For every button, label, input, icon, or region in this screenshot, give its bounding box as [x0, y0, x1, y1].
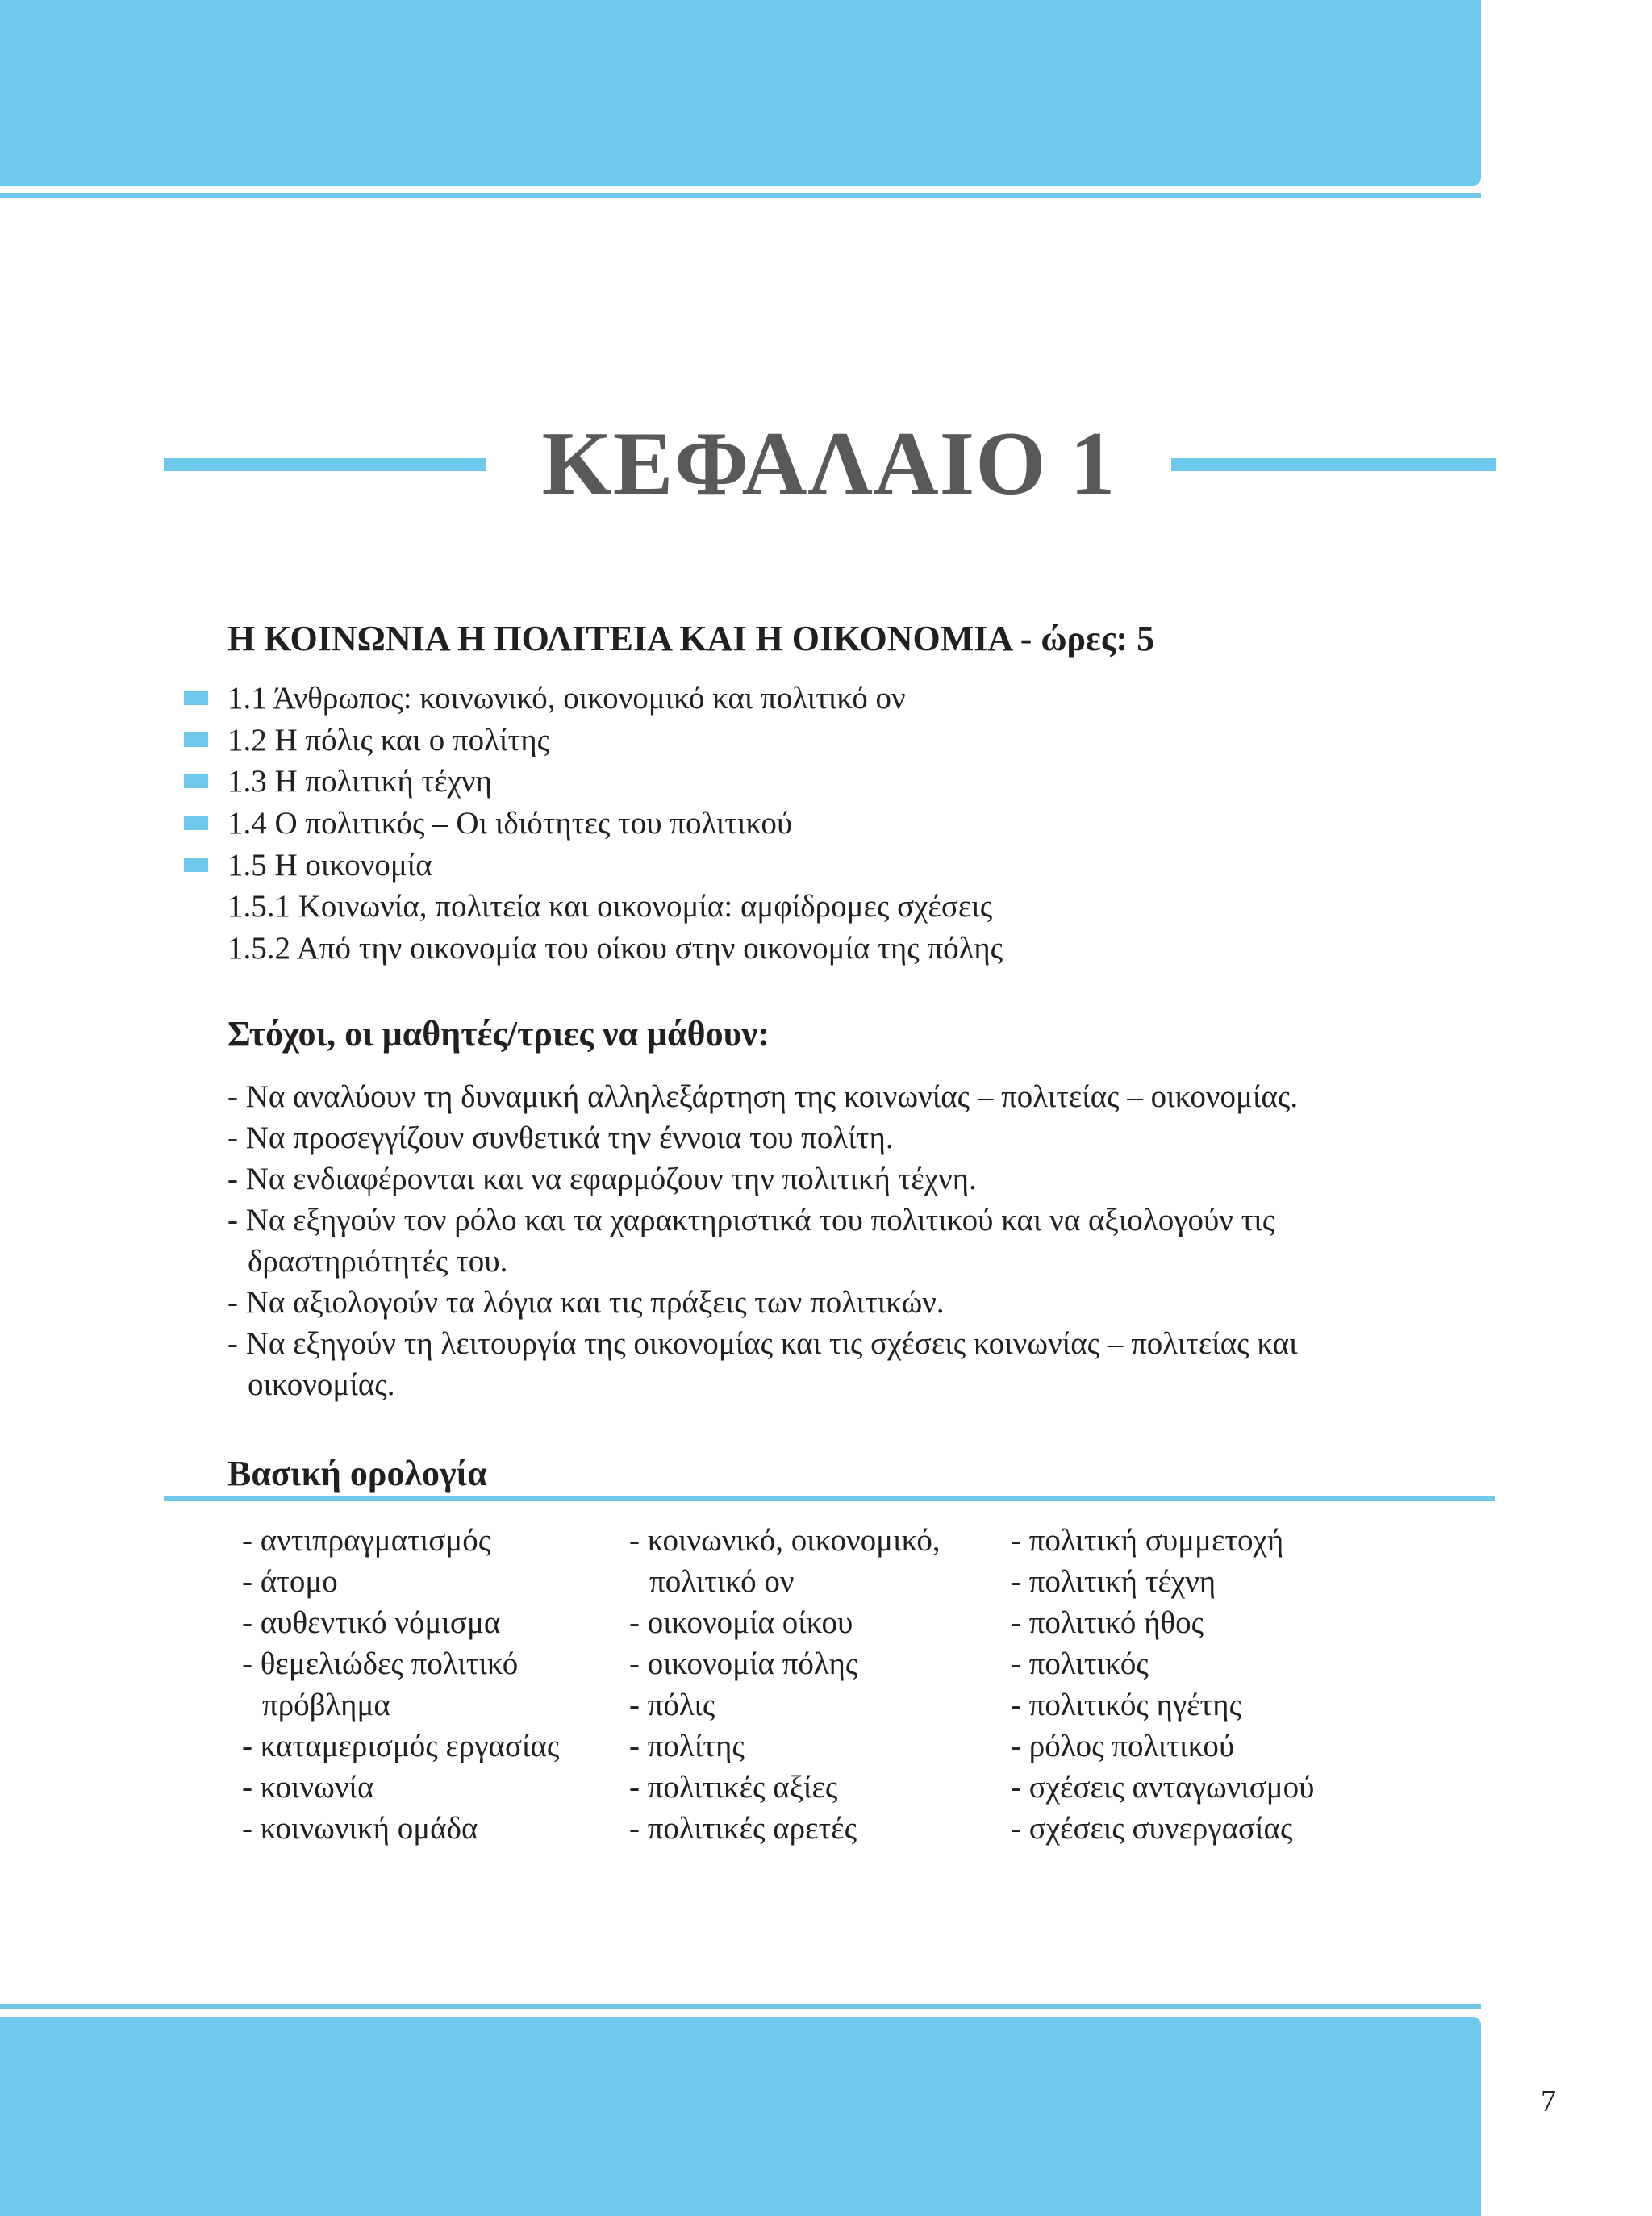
term-item: - καταμερισμός εργασίας	[242, 1729, 560, 1763]
terms-rule	[164, 1496, 1495, 1501]
contents-item-label: 1.5 Η οικονομία	[227, 847, 432, 883]
contents-item-label: 1.1 Άνθρωπος: κοινωνικό, οικονομικό και πολιτικό ον	[227, 681, 906, 716]
square-bullet-icon	[184, 858, 208, 872]
term-item: - άτομο	[242, 1564, 338, 1599]
term-item: - οικονομία πόλης	[629, 1646, 858, 1681]
goal-item: - Να αναλύουν τη δυναμική αλληλεξάρτηση της κοινωνίας – πολιτείας – οικονομίας.	[227, 1079, 1299, 1114]
square-bullet-icon	[184, 816, 208, 830]
term-item: - θεμελιώδες πολιτικό πρόβλημα	[242, 1646, 519, 1722]
chapter-title-row	[164, 403, 1495, 524]
contents-item	[0, 720, 1003, 762]
section-heading: Η ΚΟΙΝΩΝΙΑ Η ΠΟΛΙΤΕΙΑ ΚΑΙ Η ΟΙΚΟΝΟΜΙΑ - ώρες: 5	[227, 619, 1155, 658]
term-item: - πολιτικές αξίες	[629, 1770, 838, 1805]
title-rule-right	[1171, 458, 1496, 471]
term-item: - σχέσεις συνεργασίας	[1011, 1811, 1293, 1846]
term-item: - ρόλος πολιτικού	[1011, 1729, 1235, 1763]
bottom-rule	[0, 2004, 1481, 2009]
contents-item	[0, 678, 1003, 720]
term-item: - οικονομία οίκου	[629, 1605, 853, 1640]
chapter-title: ΚΕΦΑΛΑΙΟ 1	[541, 414, 1116, 514]
terms-heading: Βασική ορολογία	[227, 1454, 487, 1493]
term-item: - πολίτης	[629, 1729, 745, 1763]
terms-column-2	[629, 1520, 996, 1849]
square-bullet-icon	[184, 732, 208, 747]
term-item: - πολιτική συμμετοχή	[1011, 1523, 1284, 1558]
terms-column-3	[1011, 1520, 1314, 1849]
bottom-decorative-band	[0, 2017, 1481, 2216]
contents-subitem	[0, 886, 1003, 928]
top-rule	[0, 193, 1481, 198]
contents-item-label: 1.2 Η πόλις και ο πολίτης	[227, 722, 550, 757]
contents-item	[0, 761, 1003, 803]
top-decorative-band	[0, 0, 1481, 186]
contents-item	[0, 803, 1003, 845]
contents-item	[0, 845, 1003, 887]
goals-list	[227, 1076, 1437, 1405]
square-bullet-icon	[184, 774, 208, 788]
term-item: - κοινωνία	[242, 1770, 374, 1805]
section-contents-list	[0, 678, 1003, 970]
contents-subitem	[0, 928, 1003, 970]
term-item: - πόλις	[629, 1688, 715, 1722]
term-item: - αντιπραγματισμός	[242, 1523, 491, 1558]
contents-item-label: 1.5.2 Από την οικονομία του οίκου στην οικονομία της πόλης	[227, 931, 1003, 966]
term-item: - πολιτικός	[1011, 1646, 1149, 1681]
goal-item: - Να εξηγούν τη λειτουργία της οικονομίας και τις σχέσεις κοινωνίας – πολιτείας και οικονομίας.	[227, 1326, 1298, 1402]
square-bullet-icon	[184, 691, 208, 705]
goal-item: - Να αξιολογούν τα λόγια και τις πράξεις των πολιτικών.	[227, 1285, 945, 1320]
title-rule-left	[164, 458, 486, 471]
goal-item: - Να εξηγούν τον ρόλο και τα χαρακτηριστικά του πολιτικού και να αξιολογούν τις δραστηριότητές του.	[227, 1203, 1275, 1279]
term-item: - αυθεντικό νόμισμα	[242, 1605, 501, 1640]
term-item: - πολιτικός ηγέτης	[1011, 1688, 1242, 1722]
term-item: - πολιτικό ήθος	[1011, 1605, 1204, 1640]
term-item: - σχέσεις ανταγωνισμού	[1011, 1770, 1315, 1805]
page-number: 7	[1541, 2085, 1556, 2118]
term-item: - κοινωνικό, οικονομικό, πολιτικό ον	[629, 1523, 941, 1599]
contents-item-label: 1.4 Ο πολιτικός – Οι ιδιότητες του πολιτικού	[227, 806, 793, 841]
goal-item: - Να προσεγγίζουν συνθετικά την έννοια του πολίτη.	[227, 1121, 894, 1155]
term-item: - πολιτική τέχνη	[1011, 1564, 1216, 1599]
goal-item: - Να ενδιαφέρονται και να εφαρμόζουν την πολιτική τέχνη.	[227, 1162, 977, 1196]
contents-item-label: 1.5.1 Κοινωνία, πολιτεία και οικονομία: αμφίδρομες σχέσεις	[227, 889, 993, 924]
term-item: - κοινωνική ομάδα	[242, 1811, 478, 1846]
term-item: - πολιτικές αρετές	[629, 1811, 857, 1846]
goals-heading: Στόχοι, οι μαθητές/τριες να μάθουν:	[227, 1014, 770, 1054]
contents-item-label: 1.3 Η πολιτική τέχνη	[227, 764, 492, 799]
terms-column-1	[242, 1520, 577, 1849]
